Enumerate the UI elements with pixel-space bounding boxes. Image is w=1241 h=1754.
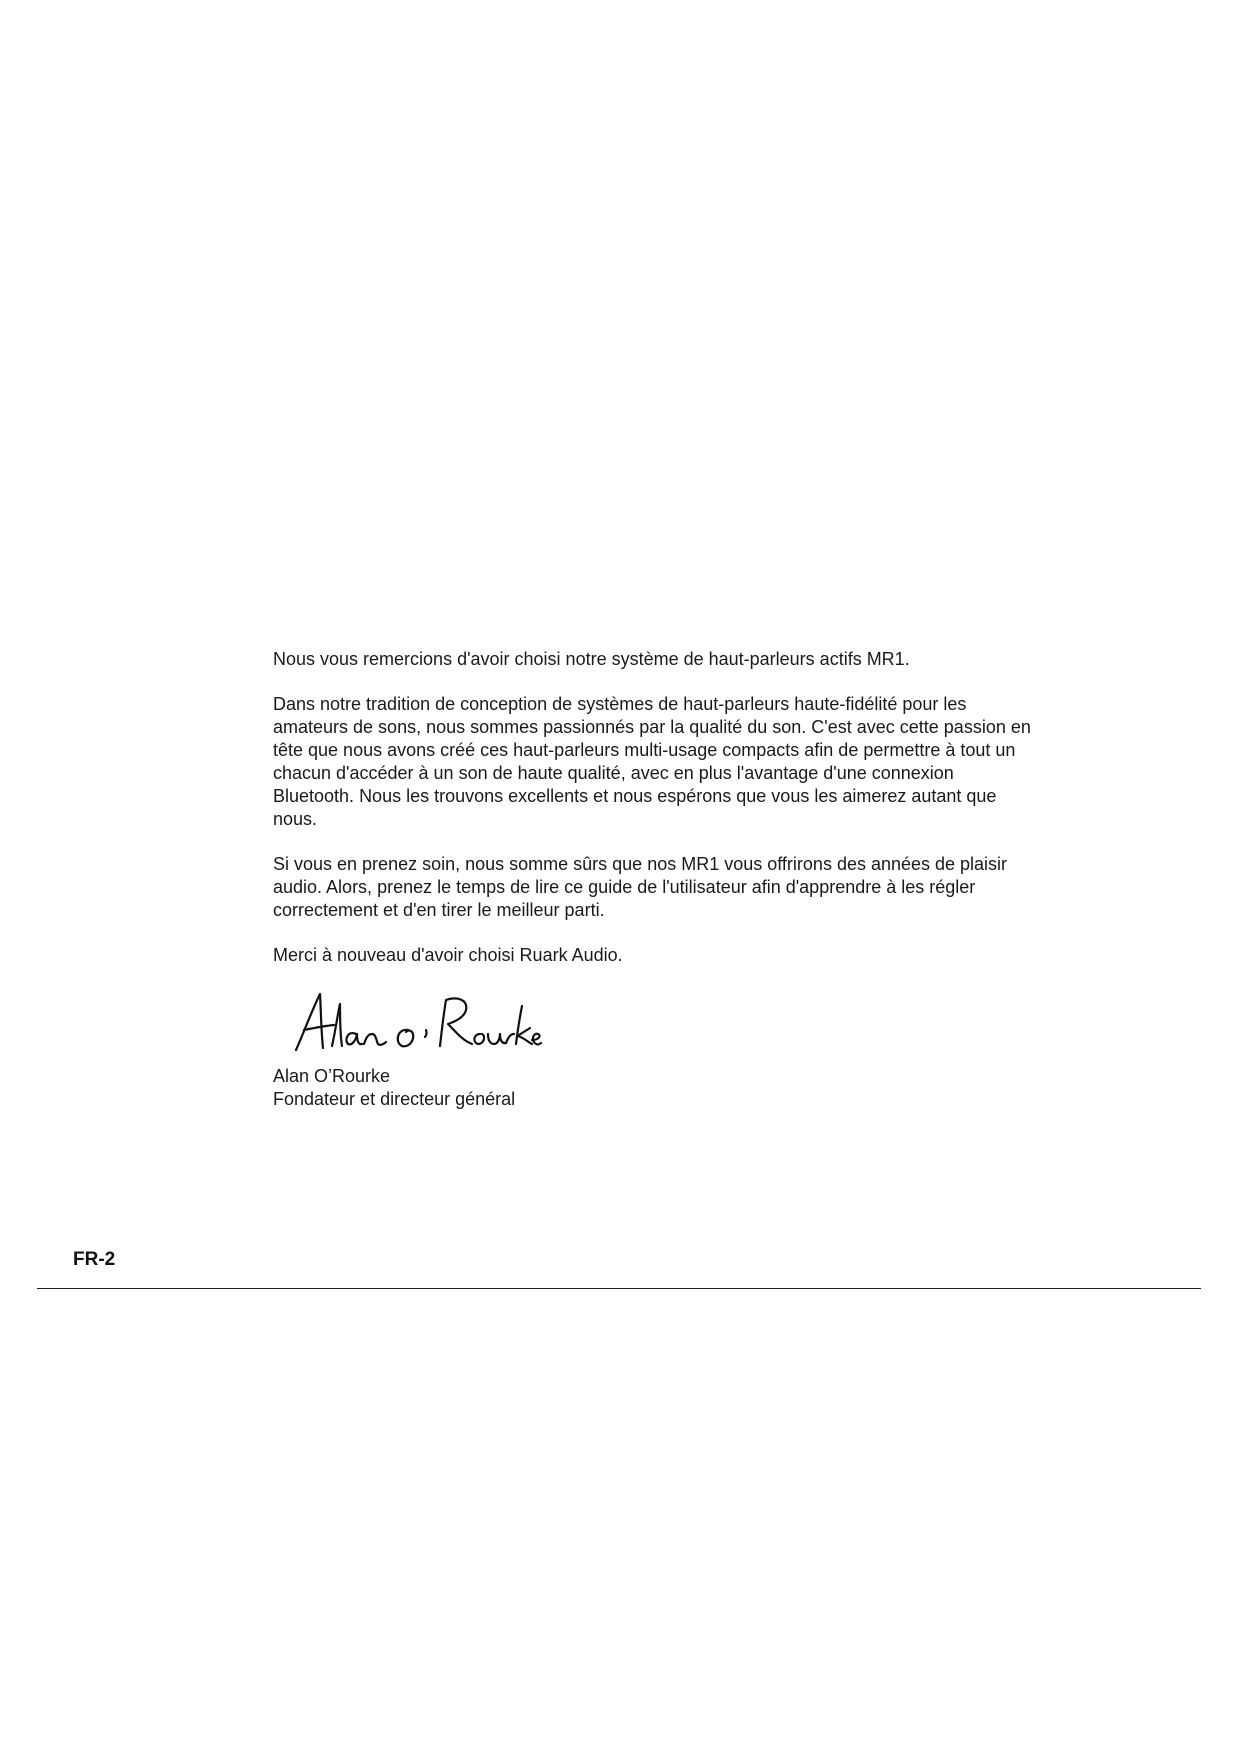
paragraph-thanks: Merci à nouveau d'avoir choisi Ruark Audio. — [273, 945, 623, 965]
handwritten-signature — [290, 988, 542, 1056]
paragraph-care: Si vous en prenez soin, nous somme sûrs que nos MR1 vous offrirons des années de plaisir audio. Alors, prenez le temps de lire ce guide de l'utilisateur afin d'apprendre à les régler correctement et d'en tirer le meilleur parti. — [273, 854, 1008, 920]
signer-block — [273, 1065, 515, 1111]
footer-divider — [37, 1288, 1201, 1289]
signer-name: Alan O’Rourke — [273, 1066, 391, 1086]
page-number: FR-2 — [73, 1249, 116, 1270]
paragraph-tradition: Dans notre tradition de conception de systèmes de haut-parleurs haute-fidélité pour les amateurs de sons, nous sommes passionnés par la qualité du son. C'est avec cette passion en tête que nous avons créé ces haut-parleurs multi-usage compacts afin de permettre à tout un chacun d'accéder à un son de haute qualité, avec en plus l'avantage d'une connexion Bluetooth. Nous les trouvons excellents et nous espérons que vous les aimerez autant que nous. — [273, 694, 1031, 829]
letter-body — [273, 648, 1033, 967]
paragraph-intro: Nous vous remercions d'avoir choisi notre système de haut-parleurs actifs MR1. — [273, 649, 910, 669]
signer-title: Fondateur et directeur général — [273, 1089, 516, 1109]
